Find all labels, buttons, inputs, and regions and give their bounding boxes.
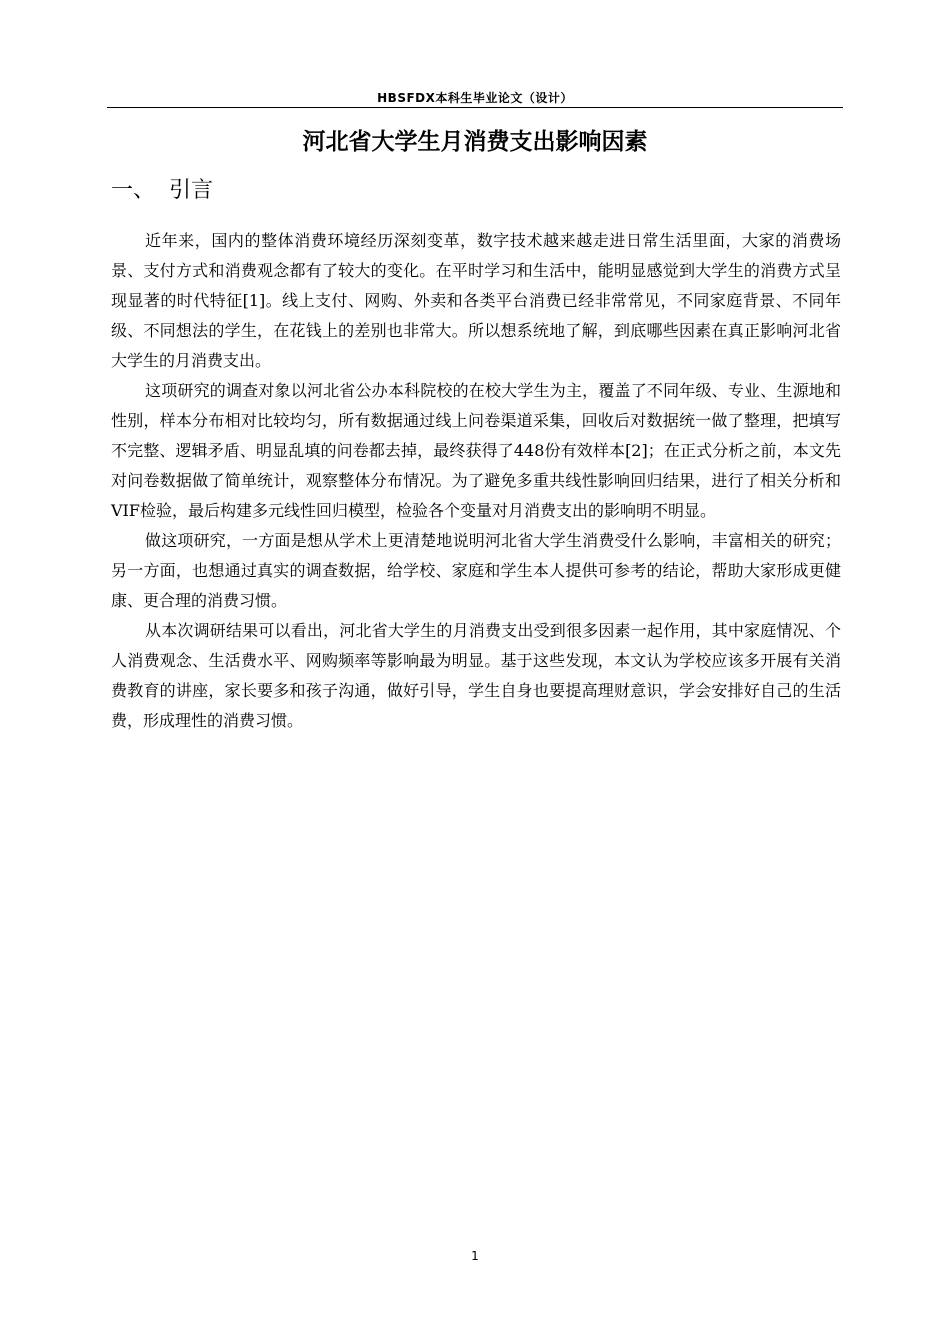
- paragraph-3: 做这项研究，一方面是想从学术上更清楚地说明河北省大学生消费受什么影响，丰富相关的研究；另一方面，也想通过真实的调查数据，给学校、家庭和学生本人提供可参考的结论，帮助大家形成更健康、更合理的消费习惯。: [111, 531, 841, 610]
- paper-title: 河北省大学生月消费支出影响因素: [302, 129, 648, 155]
- paragraph-1: 近年来，国内的整体消费环境经历深刻变革，数字技术越来越走进日常生活里面，大家的消费场景、支付方式和消费观念都有了较大的变化。在平时学习和生活中，能明显感觉到大学生的消费方式呈现显著的时代特征[1]。线上支付、网购、外卖和各类平台消费已经非常常见，不同家庭背景、不同年级、不同想法的学生，在花钱上的差别也非常大。所以想系统地了解，到底哪些因素在真正影响河北省大学生的月消费支出。: [111, 231, 841, 370]
- section-heading-introduction: 一、 引言: [111, 178, 213, 203]
- running-header: HBSFDX本科生毕业论文（设计）: [377, 91, 573, 105]
- paragraph-2: 这项研究的调查对象以河北省公办本科院校的在校大学生为主，覆盖了不同年级、专业、生源地和性别，样本分布相对比较均匀，所有数据通过线上问卷渠道采集，回收后对数据统一做了整理，把填写不完整、逻辑矛盾、明显乱填的问卷都去掉，最终获得了448份有效样本[2]；在正式分析之前，本文先对问卷数据做了简单统计，观察整体分布情况。为了避免多重共线性影响回归结果，进行了相关分析和VIF检验，最后构建多元线性回归模型，检验各个变量对月消费支出的影响明不明显。: [111, 381, 841, 520]
- header-rule: [107, 107, 843, 108]
- page-number: 1: [471, 1249, 479, 1263]
- introduction-body: [111, 226, 841, 736]
- paragraph-4: 从本次调研结果可以看出，河北省大学生的月消费支出受到很多因素一起作用，其中家庭情况、个人消费观念、生活费水平、网购频率等影响最为明显。基于这些发现，本文认为学校应该多开展有关消费教育的讲座，家长要多和孩子沟通，做好引导，学生自身也要提高理财意识，学会安排好自己的生活费，形成理性的消费习惯。: [111, 621, 841, 730]
